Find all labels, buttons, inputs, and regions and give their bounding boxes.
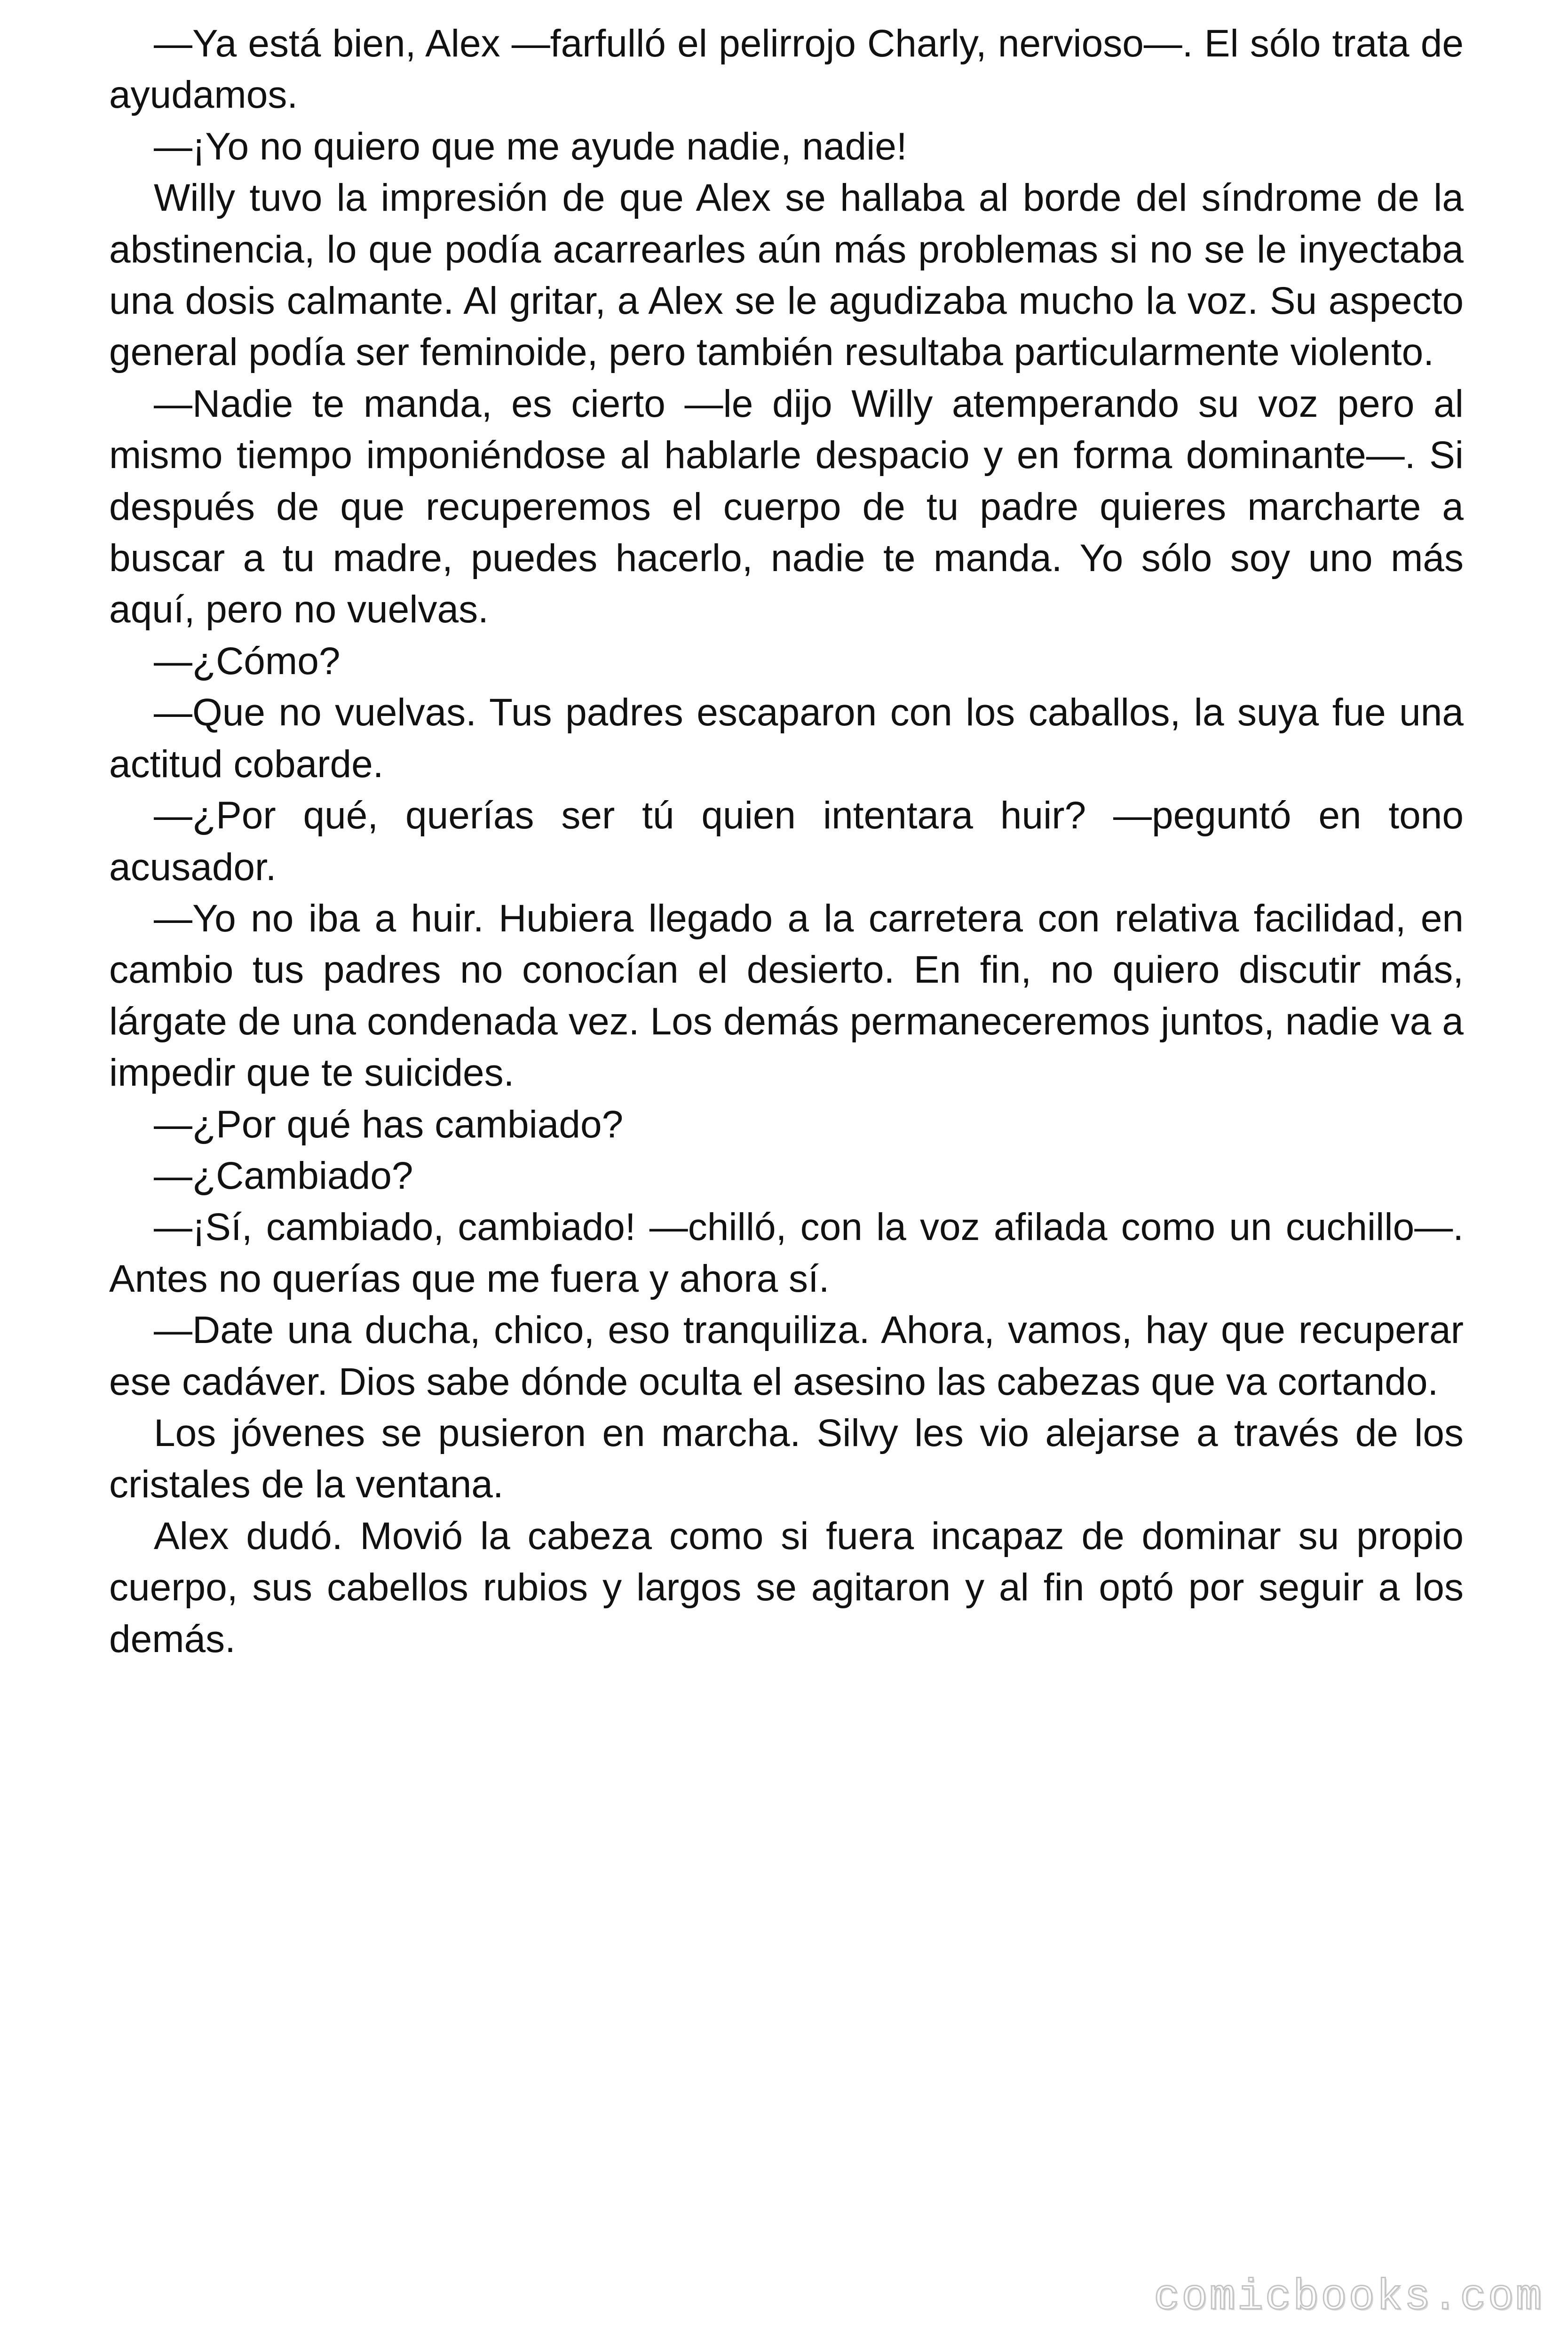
paragraph: —¡Yo no quiero que me ayude nadie, nadie! (154, 125, 907, 168)
paragraph: Alex dudó. Movió la cabeza como si fuera incapaz de dominar su propio cuerpo, sus cabellos rubios y largos se agitaron y al fin optó por seguir a los demás. (109, 1514, 1464, 1661)
paragraph: —¿Cambiado? (154, 1154, 413, 1197)
paragraph: —¡Sí, cambiado, cambiado! —chilló, con la voz afilada como un cuchillo—. Antes no querías que me fuera y ahora sí. (109, 1206, 1464, 1300)
paragraph: —¿Por qué has cambiado? (154, 1103, 624, 1146)
paragraph: —Date una ducha, chico, eso tranquiliza. Ahora, vamos, hay que recuperar ese cadáver. Dios sabe dónde oculta el asesino las cabezas que va cortando. (109, 1309, 1464, 1403)
paragraph: —Nadie te manda, es cierto —le dijo Willy atemperando su voz pero al mismo tiempo imponiéndose al hablarle despacio y en forma dominante—. Si después de que recuperemos el cuerpo de tu padre quieres marcharte a buscar a tu madre, puedes hacerlo, nadie te manda. Yo sólo soy uno más aquí, pero no vuelvas. (109, 382, 1464, 631)
paragraph: —Ya está bien, Alex —farfulló el pelirrojo Charly, nervioso—. El sólo trata de ayudamos. (109, 22, 1464, 117)
paragraph: —Yo no iba a huir. Hubiera llegado a la carretera con relativa facilidad, en cambio tus padres no conocían el desierto. En fin, no quiero discutir más, lárgate de una condenada vez. Los demás permaneceremos juntos, nadie va a impedir que te suicides. (109, 897, 1464, 1095)
paragraph: Los jóvenes se pusieron en marcha. Silvy les vio alejarse a través de los cristales de la ventana. (109, 1411, 1464, 1506)
paragraph: —¿Por qué, querías ser tú quien intentara huir? —peguntó en tono acusador. (109, 794, 1464, 889)
paragraph: —Que no vuelvas. Tus padres escaparon con los caballos, la suya fue una actitud cobarde. (109, 691, 1464, 786)
paragraph: —¿Cómo? (154, 639, 341, 683)
watermark: comicbooks.com (1154, 2273, 1544, 2322)
body-text (109, 18, 1464, 1665)
paragraph: Willy tuvo la impresión de que Alex se hallaba al borde del síndrome de la abstinencia, lo que podía acarrearles aún más problemas si no se le inyectaba una dosis calmante. Al gritar, a Alex se le agudizaba mucho la voz. Su aspecto general podía ser feminoide, pero también resultaba particularmente violento. (109, 176, 1464, 374)
